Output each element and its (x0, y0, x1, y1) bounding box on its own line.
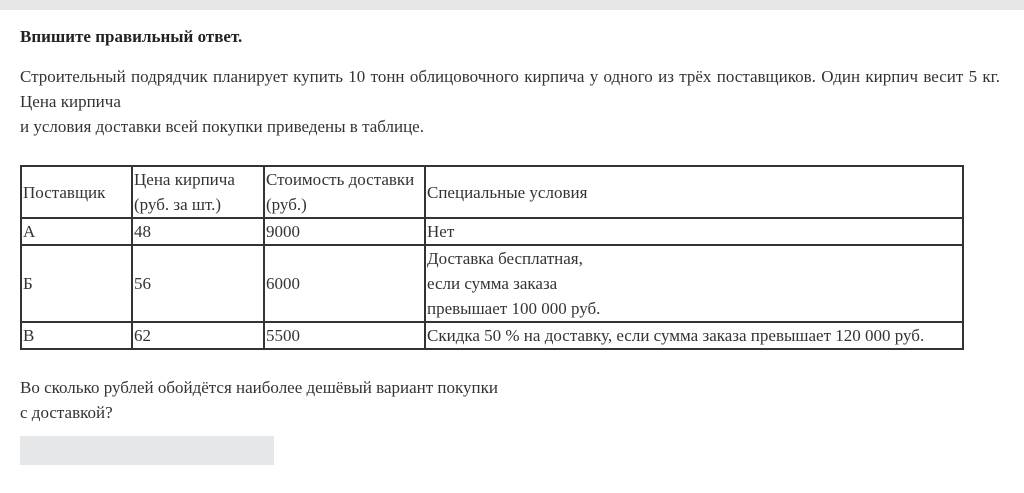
header-delivery-line-2: (руб.) (266, 195, 307, 214)
cell-supplier: Б (21, 245, 132, 322)
cell-conditions (425, 218, 963, 245)
cell-delivery: 9000 (264, 218, 425, 245)
cell-conditions-line: Нет (427, 222, 455, 241)
problem-text-line-2: и условия доставки всей покупки приведены в таблице. (20, 117, 424, 136)
cell-conditions-line: превышает 100 000 руб. (427, 299, 601, 318)
problem-text (20, 64, 1000, 139)
suppliers-table (20, 165, 964, 350)
answer-input[interactable] (20, 436, 274, 465)
header-price (132, 166, 264, 218)
cell-delivery: 5500 (264, 322, 425, 349)
table-row (21, 245, 963, 322)
problem-text-line-1: Строительный подрядчик планирует купить 10 тонн облицовочного кирпича у одного из трёх поставщиков. Один кирпич весит 5 кг. Цена кирпича (20, 67, 1000, 111)
header-supplier: Поставщик (21, 166, 132, 218)
cell-conditions (425, 245, 963, 322)
header-conditions: Специальные условия (425, 166, 963, 218)
cell-supplier: В (21, 322, 132, 349)
question-line-2: с доставкой? (20, 403, 113, 422)
top-bar (0, 0, 1024, 10)
table-header-row (21, 166, 963, 218)
cell-conditions (425, 322, 963, 349)
cell-price: 48 (132, 218, 264, 245)
table-row (21, 218, 963, 245)
question-line-1: Во сколько рублей обойдётся наиболее дешёвый вариант покупки (20, 378, 498, 397)
cell-price: 56 (132, 245, 264, 322)
task-heading: Впишите правильный ответ. (20, 27, 243, 46)
cell-delivery: 6000 (264, 245, 425, 322)
header-delivery (264, 166, 425, 218)
table-row (21, 322, 963, 349)
header-delivery-line-1: Стоимость доставки (266, 170, 415, 189)
header-price-line-1: Цена кирпича (134, 170, 235, 189)
cell-conditions-line: Скидка 50 % на доставку, если сумма заказа превышает 120 000 руб. (427, 326, 925, 345)
cell-conditions-line: Доставка бесплатная, (427, 249, 583, 268)
cell-conditions-line: если сумма заказа (427, 274, 558, 293)
question-text (20, 375, 498, 425)
cell-price: 62 (132, 322, 264, 349)
cell-supplier: А (21, 218, 132, 245)
header-price-line-2: (руб. за шт.) (134, 195, 222, 214)
